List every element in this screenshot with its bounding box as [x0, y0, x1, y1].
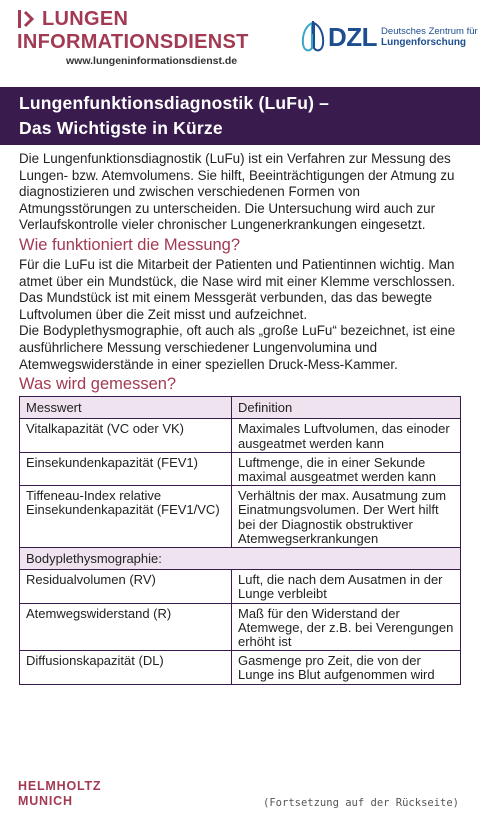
logo-line2: MUNICH [18, 794, 73, 808]
title-banner [0, 87, 480, 145]
table-row [20, 486, 461, 548]
dzl-acronym: DZL [328, 21, 378, 52]
definition-cell: Maß für den Widerstand der Atemwege, der z.B. bei Verengungen erhöht ist [232, 603, 461, 651]
dzl-logo [300, 20, 478, 54]
messwert-cell: Vitalkapazität (VC oder VK) [20, 419, 232, 452]
lungs-icon [300, 20, 326, 54]
section-label-bodyplethysmographie: Bodyplethysmographie: [20, 547, 461, 569]
messwert-cell: Einsekundenkapazität (FEV1) [20, 452, 232, 485]
messwert-cell: Diffusionskapazität (DL) [20, 651, 232, 684]
table-row [20, 452, 461, 485]
messwert-cell: Residualvolumen (RV) [20, 570, 232, 603]
definition-cell: Maximales Luftvolumen, das einoder ausgeatmet werden kann [232, 419, 461, 452]
table-row [20, 603, 461, 651]
messung-paragraph-1: Für die LuFu ist die Mitarbeit der Patienten und Patientinnen wichtig. Man atmet über ein Mundstück, die Nase wird mit einer Klemme verschlossen. Das Mundstück ist mit einem Messgerät verbunden, das das bewegte Luftvolumen über die Zeit misst und aufzeichnet. [19, 256, 456, 322]
definition-cell: Verhältnis der max. Ausatmung zum Einatmungsvolumen. Der Wert hilft bei der Diagnostik obstruktiver Atemwegserkrankungen [232, 486, 461, 548]
messwert-cell: Tiffeneau-Index relative Einsekundenkapazität (FEV1/VC) [20, 486, 232, 548]
dzl-line1: Deutsches Zentrum für [381, 26, 478, 37]
definition-cell: Luft, die nach dem Ausatmen in der Lunge verbleibt [232, 570, 461, 603]
column-header-definition: Definition [232, 397, 461, 419]
page-header [0, 0, 480, 86]
column-header-messwert: Messwert [20, 397, 232, 419]
lungeninformationsdienst-logo [16, 8, 249, 67]
intro-paragraph: Die Lungenfunktionsdiagnostik (LuFu) ist ein Verfahren zur Messung des Lungen- bzw. Atemvolumens. Sie hilft, Beeinträchtigungen der Atmung zu diagnostizieren und zwischen verschiedenen Formen von Atmungsstörungen zu unterscheiden. Die Untersuchung wird auch zur Verlaufskontrolle vieler chronischer Lungenerkrankungen eingesetzt. [19, 151, 455, 233]
brand-line1: LUNGEN [42, 8, 129, 30]
measurements-table [19, 396, 461, 684]
table-header-row [20, 397, 461, 419]
table-row [20, 419, 461, 452]
messung-paragraph-2: Die Bodyplethysmographie, oft auch als „große LuFu“ bezeichnet, ist eine ausführlichere Messung verschiedener Lungenvolumina und Atemwegswiderstände in einer speziellen Druck-Mess-Kammer. [19, 323, 456, 372]
main-content [19, 151, 461, 685]
section-heading-gemessen: Was wird gemessen? [19, 375, 177, 394]
title-line2: Das Wichtigste in Kürze [19, 118, 223, 138]
section-heading-messung: Wie funktioniert die Messung? [19, 235, 241, 254]
definition-cell: Luftmenge, die in einer Sekunde maximal ausgeatmet werden kann [232, 452, 461, 485]
logo-line1: HELMHOLTZ [18, 779, 102, 793]
definition-cell: Gasmenge pro Zeit, die von der Lunge ins Blut aufgenommen wird [232, 651, 461, 684]
messwert-cell: Atemwegswiderstand (R) [20, 603, 232, 651]
table-section-row [20, 547, 461, 569]
lung-bracket-icon [16, 8, 38, 30]
dzl-line2: Lungenforschung [381, 37, 467, 48]
table-row [20, 570, 461, 603]
title-line1: Lungenfunktionsdiagnostik (LuFu) – [19, 93, 330, 113]
helmholtz-munich-logo [18, 779, 101, 809]
continued-note: (Fortsetzung auf der Rückseite) [263, 797, 459, 809]
brand-line2: INFORMATIONSDIENST [17, 31, 249, 53]
website-url: www.lungeninformationsdienst.de [66, 55, 238, 67]
table-row [20, 651, 461, 684]
